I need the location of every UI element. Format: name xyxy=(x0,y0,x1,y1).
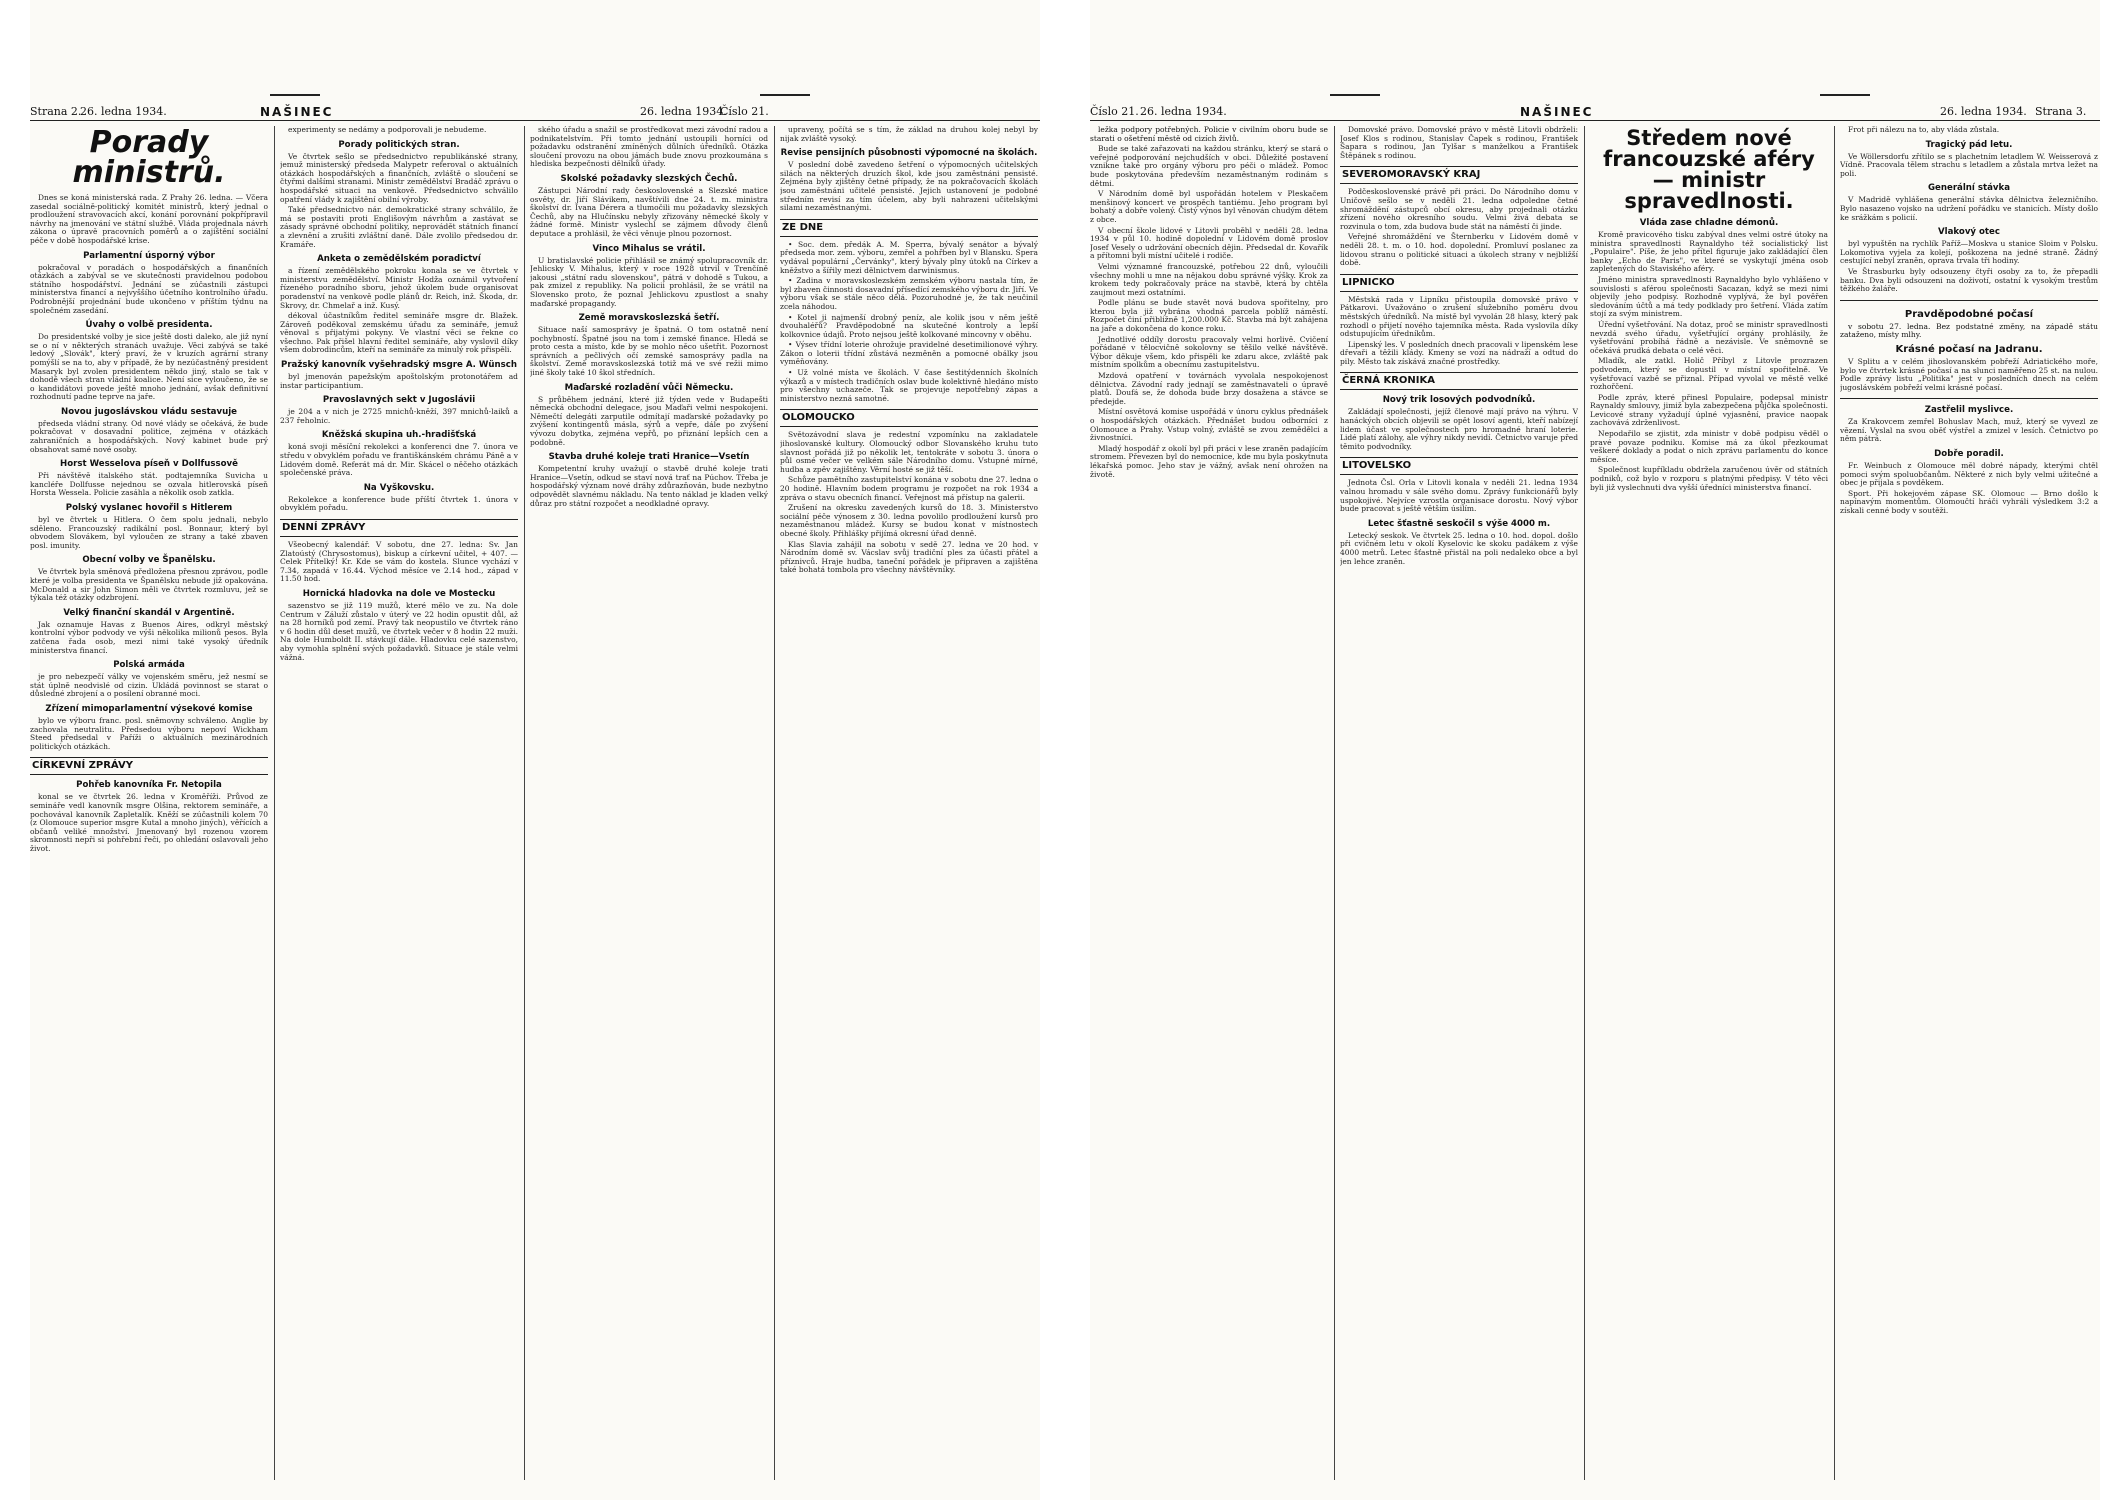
article-text: Podle plánu se bude stavět nová budova spořitelny, pro kterou byla již vybrána vhodná parcela poblíž náměstí. Rozpočet činí přibližně 1,200.000 Kč. Stavba má být zahájena na jaře a dokončena do konce roku. xyxy=(1090,298,1328,334)
article-head: Úvahy o volbě presidenta. xyxy=(85,320,213,331)
article-text: U bratislavské policie přihlásil se známý spolupracovník dr. Jehlicsky V. Mihalus, který v roce 1928 utrvil v Trenčíně jakousi „státní radu slovenskou", pátrá v dohodě s Tukou, a pak zmizel z republiky. Na policii prohlásil, že se vrátil na Slovensko proto, že poznal Jehlickovu zpustlost a snahy maďarské propagandy. xyxy=(530,255,768,308)
article-text: Zrušení na okresku zavedených kursů do 18. 3. Ministerstvo sociální péče výnosem z 30. ledna povolilo prodloužení kursů pro nezaměstnanou mládež. Kursy se budou konat v místnostech obecné školy. Přihlášky přijímá okresní úřad denně. xyxy=(780,503,1038,538)
column-rule xyxy=(524,126,525,1480)
article-head: Novou jugoslávskou vládu sestavuje xyxy=(61,406,237,417)
article-text: Ve čtvrtek byla směnová předložena přesnou zprávou, podle které je volba presidenta ve Španělsku nebude již opakována. McDonald a sir John Simon měli ve čtvrtek rozmluvu, jež se týkala též otázky odzbrojení. xyxy=(30,567,268,603)
article-head: Letec šťastně seskočil s výše 4000 m. xyxy=(1367,518,1551,529)
header-date: 26. ledna 1934. xyxy=(1140,105,1227,118)
headline: Středem nové francouzské aféry — ministr spravedlnosti. xyxy=(1603,126,1815,213)
article-text: Mladý hospodář z okolí byl při práci v lese zraněn padajícím stromem. Převezen byl do nemocnice, kde mu byla poskytnuta lékařská pomoc. Jeho stav je vážný, avšak není ohrožen na životě. xyxy=(1090,443,1328,479)
article-text: Bude se také zařazovati na každou stránku, který se stará o veřejné podporování nejchudších v obci. Důležité postavení vznikne také pro orgány výboru pro péči o mládež. Pomoc bude poskytována především nezaměstnaným rodinám s dětmi. xyxy=(1090,144,1328,188)
article-head: Obecní volby ve Španělsku. xyxy=(82,555,216,566)
article-head: Hornická hladovka na dole ve Mostecku xyxy=(302,588,496,599)
article-text: Jednota Čsl. Orla v Litovli konala v neděli 21. ledna 1934 valnou hromadu v sále svého domu. Zprávy funkcionářů byly uspokojivé. Nejvíce vzrostla organisace dorostu. Nový výbor bude pracovat s ještě větším úsilím. xyxy=(1340,478,1578,514)
article-text: Mladík, ale zatkl. Holič Příbyl z Litovle prozrazen podvodem, který se dopustil v místní spořitelně. Ve vyšetřovací vazbě se přiznal. Případ vyvolal ve městě velké rozhořčení. xyxy=(1590,356,1828,392)
article-text: ležka podpory potřebných. Policie v civilním oboru bude se starati o ošetření městě od cizích živlů. xyxy=(1090,126,1328,143)
column-rule xyxy=(1834,126,1835,1480)
section-heading: ČERNÁ KRONIKA xyxy=(1340,372,1578,390)
article-head: Pohřeb kanovníka Fr. Netopila xyxy=(76,780,222,791)
article-text: Domovské právo. Domovské právo v městě Litovli obdrželi: Josef Klos s rodinou, Stanislav Čapek s rodinou, František Šapara s rodinou, Jan Tylšar s manželkou a František Štěpánek s rodinou. xyxy=(1340,126,1578,160)
article-head: Revise pensijních působnosti výpomocné na školách. xyxy=(780,148,1038,159)
weather-text: v sobotu 27. ledna. Bez podstatné změny, na západě státu zataženo, místy mlhy. xyxy=(1840,321,2098,340)
section-heading: LIPNICKO xyxy=(1340,274,1578,292)
article-head: Pražský kanovník vyšehradský msgre A. Wünsch xyxy=(281,360,517,371)
column-rule xyxy=(1334,126,1335,1480)
article-text: Podčeskoslovenské právě při práci. Do Národního domu v Uničově sešlo se v neděli 21. ledna odpoledne četné shromáždění zástupců obcí okresu, aby projednali otázku zřízení nového okresního soudu. Velmi živá debata se rozvinula o tom, zda budova bude stát na náměstí či jinde. xyxy=(1340,187,1578,231)
article-text: Situace naší samosprávy je špatná. O tom ostatně není pochybností. Špatné jsou na tom i zemské finance. Hledá se proto cesta a místo, kde by se mohlo něco ušetřit. Pozornost správních a pečlivých očí zemské samosprávy padla na školství. Země moravskoslezská totiž má ve své režii mimo jiné školy také 10 škol středních. xyxy=(530,325,768,378)
article-head: Na Vyškovsku. xyxy=(363,482,435,493)
article-text: sazenstvo se již 119 mužů, které mělo ve zu. Na dole Centrum v Záluží zůstalo v úterý ve 22 hodin opustit důl, až na 28 horníků pod zemí. Pravý tak neopustilo ve čtvrtek ráno v 6 hodin důl deset mužů, ve čtvrtek večer v 8 hodin 22 muži. Na dole Humboldt II. stávkují dále. Hladovku celé sazenstvo, aby vymohla splnění svých požadavků. Situace je stále velmi vážná. xyxy=(280,600,518,662)
masthead: NAŠINEC xyxy=(1520,105,1594,119)
article-text: S průběhem jednání, které již týden vede v Budapešti německá obchodní delegace, jsou Maďaři velmi nespokojeni. Němečtí delegáti zarputile odmítají maďarské požadavky po zvýšení kontingentů másla, sýrů a vepře, dále po zvýšení vývozu dobytka, zejména vepřů, po přiznání lepších cen a podobně. xyxy=(530,394,768,447)
left-page xyxy=(30,0,1040,1500)
article-text: Ve čtvrtek sešlo se předsednictvo republikánské strany, jemuž ministerský předseda Malypetr referoval o aktuálních otázkách hospodářských a finančních, zvláště o sloučení se čtyřmi dalšími stranami. Ministr zemědělství Bradáč zprávu o hospodářské situaci na venkově. Předsednictvo schválilo opatření vlády k zajištění obilní výroby. xyxy=(280,151,518,204)
article-text: • Zadina v moravskoslezském zemském výboru nastala tím, že byl zbaven činnosti dosavadní přísedící zemského výboru dr. Jiří. Ve výboru však se stále něco dělá. Pozoruhodné je, že tak neučinil zcela náhodou. xyxy=(780,276,1038,311)
article-text: Zástupci Národní rady československé a Slezské matice osvěty, dr. Jiří Slávikem, navštívili dne 24. t. m. ministra školství dr. Ivana Dérera a tlumočili mu požadavky slezských Čechů, aby na Hlučínsku nebyly zřizovány německé školy v žádné formě. Ministr vyslechl se zájmem důvody členů deputace a prohlásil, že věci věnuje plnou pozornost. xyxy=(530,185,768,238)
article-text: Zakládají společnosti, jejíž členové mají právo na výhru. V hanáckých obcích objevili se opět losoví agenti, kteří nabízejí lidem účast ve společnostech pro hromadné hraní loterie. Lidé platí zálohy, ale výhry nikdy nevidí. Četnictvo varuje před těmito podvodníky. xyxy=(1340,407,1578,451)
article-text: Dnes se koná ministerská rada. Z Prahy 26. ledna. — Včera zasedal sociálně-politický komitét ministrů, který jednal o prodloužení stravovacích akcí, konání porovnání pokpřípravil návrhy na jmenování ve státní službě. Vláda projednala návrh zákona o úpravě pracovních poměrů a o zajištění sociální péče v době hospodářské krise. xyxy=(30,193,268,245)
article-text: byl ve čtvrtek u Hitlera. O čem spolu jednali, nebylo sděleno. Francouzský radikální posl. Bonnaur, který byl obvodem Slovákem, byl vyloučen ze strany a také zbaven posl. imunity. xyxy=(30,515,268,550)
article-text: byl vypuštěn na rychlík Paříž—Moskva u stanice Sloim v Polsku. Lokomotiva vyjela za kolejí, poškozena na jedné straně. Žádný cestující nebyl zraněn, oprava trvala tři hodiny. xyxy=(1840,239,2098,266)
article-text: Klas Slavia zahájil na sobotu v sedě 27. ledna ve 20 hod. v Národním domě sv. Vácslav svůj tradiční ples za účasti přátel a příznivců. Hraje hudba, taneční pořádek je připraven a zajištěna také bohatá tombola pro všechny návštěvníky. xyxy=(780,539,1038,575)
article-text: Městská rada v Lipníku přistoupila domovské právo v Pátkarovi. Uvažováno o zrušení služebního poměru dvou městských úředníků. Na místě byl vyvolán 28 hlasy, který pak rozhodl o přijetí nového tajemníka města. Rada vyslovila díky odstupujícím úředníkům. xyxy=(1340,294,1578,339)
article-text: Světozávodní slava je redestní vzpomínku na zakladatele jihoslovanské kultury. Olomoucký odbor Slovanského kruhu tuto slavnost pořádá již po několik let, tentokráte v sobotu 3. února o půl osmé večer ve velkém sále Národního domu. Vstupné mírné, hudba a zpěv zajištěny. Věrní hosté se již těší. xyxy=(780,430,1038,474)
article-head: Horst Wesselova píseň v Dollfussově xyxy=(60,459,238,470)
article-text: předseda vládní strany. Od nové vlády se očekává, že bude pokračovat v dosavadní politice, zejména v otázkách zahraničních a hospodářských. Nový kabinet bude prý obsahovat samé nové osoby. xyxy=(30,418,268,454)
article-head: Anketa o zemědělském poradictví xyxy=(317,254,481,265)
article-text: Kromě pravicového tisku zabýval dnes velmi ostré útoky na ministra spravedlnosti Raynaldyho též socialistický list „Populaire". Píše, že jeho přítel figuruje jako zakládající člen banky „Echo de Paris", ve které se vyskytují jména osob zapletených do Staviského aféry. xyxy=(1590,230,1828,274)
article-head: Velký finanční skandál v Argentině. xyxy=(63,607,235,618)
headline: Porady ministrů. xyxy=(72,126,226,190)
section-heading: DENNÍ ZPRÁVY xyxy=(280,519,518,537)
article-head: Polský vyslanec hovořil s Hitlerem xyxy=(65,503,233,514)
article-text: ského úřadu a snažil se prostředkovat mezi závodní radou a podnikatelstvím. Při tomto jednání ustoupili horníci od požadavku odstranění zmíněných důlních úředníků. Otázka sloučení provozu na obou jámách bude znovu prozkoumána s hlediska bezpečnosti dělníků úřady. xyxy=(530,126,768,169)
header-rule-mark xyxy=(1820,94,1870,96)
article-head: Zastřelil myslivce. xyxy=(1924,405,2014,416)
article-text: upraveny, počítá se s tím, že základ na druhou kolej nebyl by nijak zvláště vysoký. xyxy=(780,126,1038,143)
article-head: Tragický pád letu. xyxy=(1925,139,2013,150)
right-page-header xyxy=(1090,104,2100,121)
right-page xyxy=(1090,0,2100,1500)
article-head: Vinco Mihalus se vrátil. xyxy=(592,243,706,254)
article-text: V obecní škole lidové v Litovli proběhl v neděli 28. ledna 1934 v půl 10. hodině dopolední v Lidovém domě proslov Josef Vesely o udržování obecních dějin. Předsedal dr. Kovařík a přítomni byli místní učitelé i rodiče. xyxy=(1090,225,1328,261)
section-heading: ZE DNE xyxy=(780,219,1038,237)
column-rule xyxy=(274,126,275,1480)
weather-heading: Pravděpodobné počasí xyxy=(1904,308,2034,320)
header-date: 26. ledna 1934. xyxy=(80,105,167,118)
column-rule xyxy=(1584,126,1585,1480)
article-text: • Soc. dem. předák A. M. Sperra, bývalý senátor a bývalý předseda mor. zem. výboru, zemřel a pohřben byl v Blansku. Spera vydával populární „Červánky", který bývaly plny útoků na Církev a kněžstvo a šířily mezi dělnictvem darwinismus. xyxy=(780,239,1038,275)
article-text: Schůze pamětního zastupitelství konána v sobotu dne 27. ledna o 20 hodině. Hlavním bodem programu je rozpočet na rok 1934 a zpráva o stavu obecních financí. Veřejnost má přístup na galerii. xyxy=(780,475,1038,502)
article-text: • Už volné místa ve školách. V čase šestitýdenních školních výkazů a v místech tradičních oslav bude kolektivně hledáno místo pro všechny uchazeče. Tak se projevuje nepotřebný zápas a ministerstvo nezná samotné. xyxy=(780,368,1038,403)
column-3 xyxy=(1590,126,1828,1480)
column-1 xyxy=(1090,126,1328,1480)
article-text: V poslední době zavedeno šetření o výpomocných učitelských silách na některých druzích škol, kde jsou zaměstnáni pensisté. Zejména byly zjištěny četné případy, že na pokračovacích školách jsou zaměstnáni učitelé pensisté. Jejich ustanovení je podobné středním revisí za tím účelem, aby byli nahrazeni učitelskými silami nezaměstnanými. xyxy=(780,160,1038,213)
article-text: V Splitu a v celém jihoslovanském pobřeží Adriatického moře, bylo ve čtvrtek krásné počasí a na slunci naměřeno 25 st. na nulou. Podle zprávy listu „Politika" jest v posledních dnech na celém jugoslávském pobřeží velmi krásné počasí. xyxy=(1840,356,2098,392)
article-text: Také předsednictvo nár. demokratické strany schválilo, že má se postaviti proti Englišovým návrhům a zastávat se zásady správné obchodní politiky, neprovádět státních financí a zlevnění a zrušiti zvláštní daně. Dále zvolilo předsedou dr. Kramáře. xyxy=(280,205,518,249)
article-text: Úřední vyšetřování. Na dotaz, proč se ministr spravedlnosti nevzdá svého úřadu, vyšetřující orgány prohlásily, že vyšetřování probíhá řádně a nezávisle. Ve sněmovně se očekává prudká debata o celé věci. xyxy=(1590,319,1828,355)
article-text: dékoval účastníkům ředitel semináře msgre dr. Blažek. Zároveň poděkoval zemskému úřadu za semináře, jemuž věnoval s přijatými pokyny. Ve vlastní věci se řekne co všechno. Pak přišel hlavní ředitel semináře, aby vyslovil díky všem dobrodincům, kteří na semináře za minulý rok přispěli. xyxy=(280,311,518,355)
article-text: je pro nebezpečí války ve vojenském směru, jež nesmí se stát úplně neodvislé od cizin. Ukládá povinnost se starat o důsledné zbrojení a o posílení obranné moci. xyxy=(30,672,268,699)
article-head: Pravoslavných sekt v Jugoslávii xyxy=(322,395,476,406)
article-text: Místní osvětová komise uspořádá v únoru cyklus přednášek o hospodářských otázkách. Přednášet budou odborníci z Olomouce a Prahy. Vstup volný, zvláště se zvou zemědělci a živnostníci. xyxy=(1090,407,1328,443)
article-text: V Národním domě byl uspořádán hotelem v Pleskačem menšinový koncert ve prospěch tantiému. Jeho program byl bohatý a dobře volený. Čistý výnos byl věnován chudým dětem z obce. xyxy=(1090,189,1328,224)
article-text: Ve Štrasburku byly odsouzeny čtyři osoby za to, že přepadli banku. Dva byli odsouzeni na doživotí, ostatní k vysokým trestům těžkého žaláře. xyxy=(1840,266,2098,294)
article-head: Stavba druhé koleje trati Hranice—Vsetín xyxy=(548,452,750,463)
article-head: Zřízení mimoparlamentní výsekové komise xyxy=(45,703,253,714)
article-text: • Kotel ji najmenší drobný peníz, ale kolik jsou v něm ještě dvouhaléřů? Pravděpodobně na skutečné kontroly a lepší kolkovnice údajů. Proto nejsou ještě kolkované mincovny v oběhu. xyxy=(780,312,1038,339)
article-text: Jméno ministra spravedlnosti Raynaldyho bylo vyhlášeno v souvislosti s aférou společnosti Sacazan, když se mezi nimi objevily jeho podpisy. Rozhodně vyplývá, že byl pověřen sledováním účtů a má tedy podklady pro šetření. Vláda zatím stojí za svým ministrem. xyxy=(1590,274,1828,319)
article-head: Nový trik losových podvodníků. xyxy=(1382,395,1536,406)
article-text: je 204 a v nich je 2725 mnichů-kněží, 397 mnichů-laiků a 237 řeholnic. xyxy=(280,407,518,425)
article-head: Polská armáda xyxy=(113,660,185,671)
article-head: Generální stávka xyxy=(1927,183,2010,194)
article-text: Mzdová opatření v továrnách vyvolala nespokojenost dělnictva. Závodní rady jednají se zaměstnavateli o úpravě platů. Doufá se, že dohoda bude brzy dosažena a stávce se předejde. xyxy=(1090,371,1328,406)
article-head: Země moravskoslezská šetří. xyxy=(578,313,720,324)
article-text: Do presidentské volby je sice ještě dosti daleko, ale již nyní se o ní v některých stranách uvažuje. Věci zabývá se také ledový „Slovák", který praví, že v kruzích agrární strany pomýšlí se na to, aby v případě, že by nezúčastněný president Masaryk byl zvolen presidentem někdo jiný, stalo se tak v dohodě všech stran vládní koalice. Není sice vyloučeno, že se o kandidátovi povede ještě mnoho jednání, avšak definitivní rozhodnutí padne teprve na jaře. xyxy=(30,332,268,402)
article-text: byl jmenován papežským apoštolským protonotářem ad instar participantium. xyxy=(280,372,518,390)
left-page-header xyxy=(30,104,1040,121)
article-text: Podle zpráv, které přinesl Populaire, podepsal ministr Raynaldy smlouvy, jimiž byla zabezpečena půjčka společnosti. Levicové strany vyžadují úplné vyjasnění, pravice naopak zachovává zdrženlivost. xyxy=(1590,392,1828,428)
header-rule-mark xyxy=(760,94,810,96)
article-text: V Madridě vyhlášena generální stávka dělnictva železničního. Bylo nasazeno vojsko na udržení pořádku ve stanicích. Místy došlo ke srážkám s policií. xyxy=(1840,195,2098,222)
page-label: Strana 3. xyxy=(2035,105,2087,118)
article-text: Lipenský les. V posledních dnech pracovali v lipenském lese dřevaři a těžili klády. Kmeny se vozí na nádraží a odtud do pily. Město tak získává značné prostředky. xyxy=(1340,339,1578,366)
article-head: Vlakový otec xyxy=(1938,227,2000,238)
column-3 xyxy=(530,126,768,1480)
masthead: NAŠINEC xyxy=(260,105,334,119)
article-text: pokračoval v poradách o hospodářských a finančních otázkách a zabýval se ve skutečnosti pravidelnou podobou státního hospodářství. Jednání se zúčastnili zástupci ministerstva financí a nejvyššího účetního kontrolního úřadu. Podrobnější projednání bude ukončeno v příštím týdnu na společném zasedání. xyxy=(30,262,268,315)
issue-number: Číslo 21. xyxy=(1090,105,1139,118)
article-head: Parlamentní úsporný výbor xyxy=(83,250,215,261)
article-text: Jak oznamuje Havas z Buenos Aires, odkryl městský kontrolní výbor podvody ve výši několika milionů pesos. Byla zatčena řada osob, mezi nimi také vysoký úředník ministerstva financí. xyxy=(30,619,268,655)
page-gutter xyxy=(1040,0,1090,1500)
header-date: 26. ledna 1934. xyxy=(640,105,727,118)
article-text: a řízení zemědělského pokroku konala se ve čtvrtek v ministerstvu zemědělství. Ministr Hodža oznámil vytvoření řízeného poradního sboru, jehož úkolem bude organisovat poradenství na venkově podle plánů dr. Reich, inž. Škoda, dr. Skrovy, dr. Chmelař a inž. Kusý. xyxy=(280,266,518,310)
article-text: • Výsev třídní loterie ohrožuje pravidelné desetimilionové výhry. Zákon o loterii třídní zůstává nezměněn a pomocné obálky jsou vyměňovány. xyxy=(780,340,1038,367)
column-2 xyxy=(1340,126,1578,1480)
article-head: Skolské požadavky slezských Čechů. xyxy=(560,173,738,184)
section-heading: LITOVELSKO xyxy=(1340,457,1578,475)
article-text: experimenty se nedámy a podporovali je nebudeme. xyxy=(288,126,487,134)
article-text: Letecký seskok. Ve čtvrtek 25. ledna o 10. hod. dopol. došlo při cvičném letu v okolí Kyselovic ke skoku padákem z výše 4000 metrů. Letec šťastně přistál na poli nedaleko obce a byl jen lehce zraněn. xyxy=(1340,530,1578,566)
article-text: bylo ve výboru franc. posl. sněmovny schváleno. Anglie by zachovala neutralitu. Předsedou výboru nepoví Wickham Steed předsedal v Paříži o aktuálních mezinárodních politických otázkách. xyxy=(30,715,268,751)
section-heading: SEVEROMORAVSKÝ KRAJ xyxy=(1340,166,1578,184)
page-label: Strana 2. xyxy=(30,105,82,118)
header-rule-mark xyxy=(1330,94,1380,96)
article-text: Frot při nálezu na to, aby vláda zůstala. xyxy=(1848,126,2000,134)
article-text: Kompetentní kruhy uvažují o stavbě druhé koleje trati Hranice—Vsetín, odkud se staví nová trať na Púchov. Třeba je hospodářský význam nové dráhy zdůrazňován, bude nezbytno odpovědět slavnému nákladu. Na tento náklad je kladen velký důraz pro státní rozpočet a neodkladné opravy. xyxy=(530,464,768,508)
article-text: Při návštěvě italského stát. podtajemníka Suvicha u kancléře Dollfusse nejednou se ozvala hitlerovská píseň Horsta Wessela. Policie zasáhla a několik osob zatkla. xyxy=(30,471,268,498)
column-4 xyxy=(1840,126,2098,1480)
article-text: Nepodařilo se zjistit, zda ministr v době podpisu věděl o pravé povaze podniku. Komise má za úkol přezkoumat veškeré doklady a podat o nich zprávu parlamentu do konce měsíce. xyxy=(1590,429,1828,464)
article-text: Velmi významné francouzské, potřebou 22 dnů, vyloučili všechny mohli u mne na nějakou dobu správné výšky. Krok za krokem tedy pokračovaly práce na stavbě, která by chtěla zaujmout mezi ostatními. xyxy=(1090,261,1328,297)
section-heading: OLOMOUCKO xyxy=(780,409,1038,427)
section-heading: CÍRKEVNÍ ZPRÁVY xyxy=(30,757,268,775)
article-text: Ve Wöllersdorfu zřítilo se s plachetním letadlem W. Weisserová z Vídně. Pracovala tělem strachu s letadlem a zůstala mrtva ležet na poli. xyxy=(1840,151,2098,178)
article-text: Fr. Weinbuch z Olomouce měl dobré nápady, kterými chtěl pomoci svým spoluobčanům. Některé z nich byly velmi užitečné a obec je přijala s povděkem. xyxy=(1840,461,2098,488)
article-head: Dobře poradil. xyxy=(1934,449,2004,460)
article-text: Jednotlivé oddíly dorostu pracovaly velmi horlivě. Cvičení pořádané v tělocvičně sokolovny se těšilo velké návštěvě. Výbor děkuje všem, kdo přispěli ke zdaru akce, zvláště pak místním spolkům a obecnímu zastupitelstvu. xyxy=(1090,334,1328,370)
article-text: Za Krakovcem zemřel Bohuslav Mach, muž, který se vyvezl ze vězení. Vyslal na svou oběť výstřel a zmizel v lesích. Četnictvo po něm pátrá. xyxy=(1840,417,2098,444)
column-1 xyxy=(30,126,268,1480)
article-head: Porady politických stran. xyxy=(338,139,460,150)
weather-forecast xyxy=(1840,300,2098,400)
weather-subheading: Krásné počasí na Jadranu. xyxy=(1895,343,2043,355)
article-text: Sport. Při hokejovém zápase SK. Olomouc — Brno došlo k napínavým momentům. Olomoučtí hráči vyhráli výsledkem 3:2 a získali cenné body v soutěži. xyxy=(1840,488,2098,516)
header-date: 26. ledna 1934. xyxy=(1940,105,2027,118)
column-2 xyxy=(280,126,518,1480)
article-head: Kněžská skupina uh.-hradišťská xyxy=(321,430,477,441)
article-text: Společnost kupříkladu obdržela zaručenou úvěr od státních podniků, což bylo v rozporu s platnými předpisy. V této věci byli již vyslechnuti dva vyšší úředníci ministerstva financí. xyxy=(1590,465,1828,492)
article-text: Veřejné shromáždění ve Šternberku v Lidovém domě v neděli 28. t. m. o 10. hod. dopolední. Promluví poslanec za lidovou stranu o politické situaci a úkolech strany v nejbližší době. xyxy=(1340,232,1578,268)
headline-subtitle: Vláda zase chladne démonů. xyxy=(1639,218,1779,228)
issue-number: Číslo 21. xyxy=(720,105,769,118)
article-text: Všeobecný kalendář. V sobotu, dne 27. ledna: Sv. Jan Zlatoústý (Chrysostomus), biskup a církevní učitel, + 407. — Celek Přítelký! Kr. Kde se vám do kostela. Slunce vychází v 7.34, zapadá v 16.44. Východ měsíce ve 2.14 hod., západ v 11.50 hod. xyxy=(280,540,518,584)
article-text: koná svoji měsíční rekolekci a konferenci dne 7. února ve středu v obvyklém pořadu ve františkánském chrámu Páně a v Lidovém domě. Referát má dr. Mir. Skácel o něčeho otázkách společenské práva. xyxy=(280,442,518,478)
article-head: Maďarské rozladění vůči Německu. xyxy=(564,382,734,393)
header-rule-mark xyxy=(270,94,320,96)
article-text: konal se ve čtvrtek 26. ledna v Kroměříži. Průvod ze semináře vedl kanovník msgre Olšina, rektorem semináře, a pochovával kanovník Zapletalík. Kněží se zúčastnili kolem 70 (z Olomouce superior msgre Kutal a mnoho jiných), věřících a občanů veliké množství. Jmenovaný byl rozenou vzorem skromnosti nepři si pohřební řeči, po ohledání oslavovali jeho život. xyxy=(30,792,268,853)
column-4 xyxy=(780,126,1038,1480)
column-rule xyxy=(774,126,775,1480)
article-text: Rekolekce a konference bude příští čtvrtek 1. února v obvyklém pořadu. xyxy=(280,494,518,513)
